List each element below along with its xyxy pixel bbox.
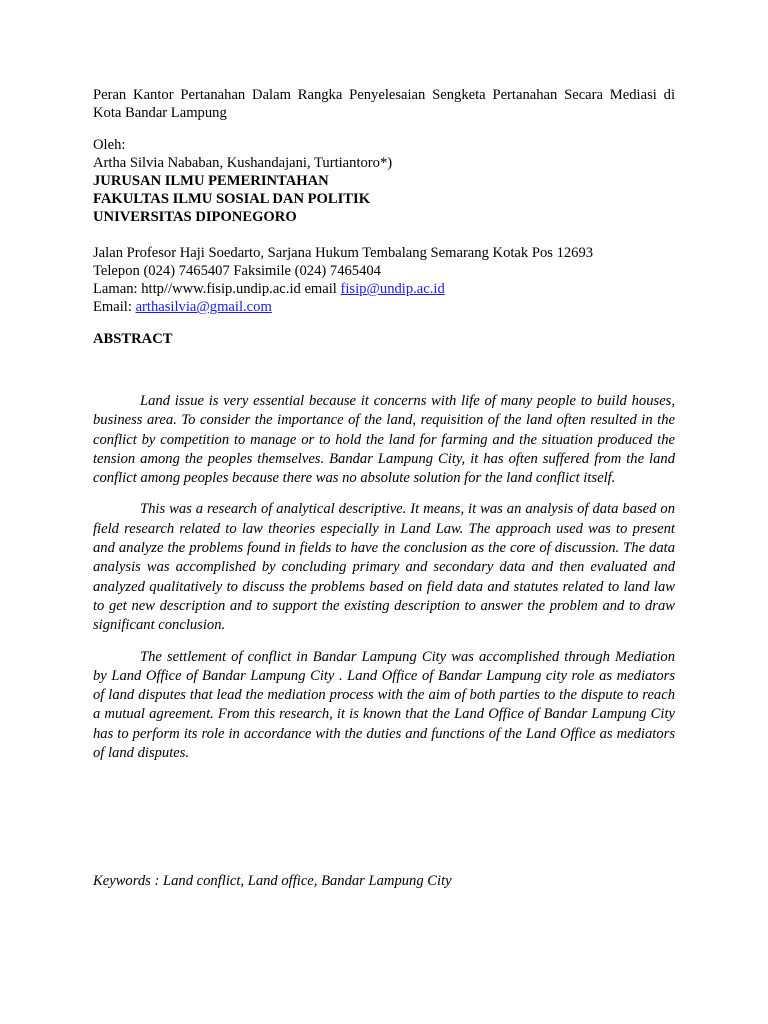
website-line	[93, 280, 675, 298]
author-email-link[interactable]: arthasilvia@gmail.com	[135, 299, 272, 315]
abstract-heading: ABSTRACT	[93, 331, 173, 347]
abstract-body	[93, 392, 675, 763]
contact-address	[93, 244, 675, 316]
keywords-line: Keywords : Land conflict, Land office, Bandar Lampung City	[93, 873, 452, 889]
abstract-paragraph-1: Land issue is very essential because it concerns with life of many people to build houses, business area. To consider the importance of the land, requisition of the land often resulted in the conflict by competition to manage or to hold the land for farming and the situation produced the tension among the peoples themselves. Bandar Lampung City, it has often suffered from the land conflict among peoples because there was no absolute solution for the land conflict itself.	[93, 393, 675, 487]
byline-label: Oleh:	[93, 137, 126, 153]
abstract-paragraph-3: The settlement of conflict in Bandar Lampung City was accomplished through Mediation by Land Office of Bandar Lampung City . Land Office of Bandar Lampung city role as mediators of land disputes that lead the mediation process with the aim of both parties to the dispute to reach a mutual agreement. From this research, it is known that the Land Office of Bandar Lampung City has to perform its role in accordance with the duties and functions of the Land Office as mediators of land disputes.	[93, 648, 675, 762]
abstract-paragraph-2: This was a research of analytical descriptive. It means, it was an analysis of data based on field research related to law theories especially in Land Law. The approach used was to present and analyze the problems found in fields to have the conclusion as the core of discussion. The data analysis was accomplished by concluding primary and secondary data and then evaluated and analyzed qualitatively to discuss the problems based on field data and statutes related to land law to get new description and to support the existing description to answer the problem and to draw significant conclusion.	[93, 501, 675, 634]
paper-page	[93, 86, 675, 889]
faculty-name: FAKULTAS ILMU SOSIAL DAN POLITIK	[93, 191, 371, 207]
street-address: Jalan Profesor Haji Soedarto, Sarjana Hukum Tembalang Semarang Kotak Pos 12693	[93, 245, 594, 261]
university-name: UNIVERSITAS DIPONEGORO	[93, 209, 297, 225]
email-label: Email:	[93, 299, 136, 315]
faculty-email-link[interactable]: fisip@undip.ac.id	[340, 281, 445, 297]
website-text: Laman: http//www.fisip.undip.ac.id email	[93, 281, 341, 297]
author-list: Artha Silvia Nababan, Kushandajani, Turtiantoro*)	[93, 155, 393, 171]
department-name: JURUSAN ILMU PEMERINTAHAN	[93, 173, 329, 189]
byline	[93, 136, 675, 226]
phone-fax: Telepon (024) 7465407 Faksimile (024) 7465404	[93, 263, 381, 279]
paper-title: Peran Kantor Pertanahan Dalam Rangka Penyelesaian Sengketa Pertanahan Secara Mediasi di Kota Bandar Lampung	[93, 87, 675, 121]
email-line	[93, 298, 675, 316]
